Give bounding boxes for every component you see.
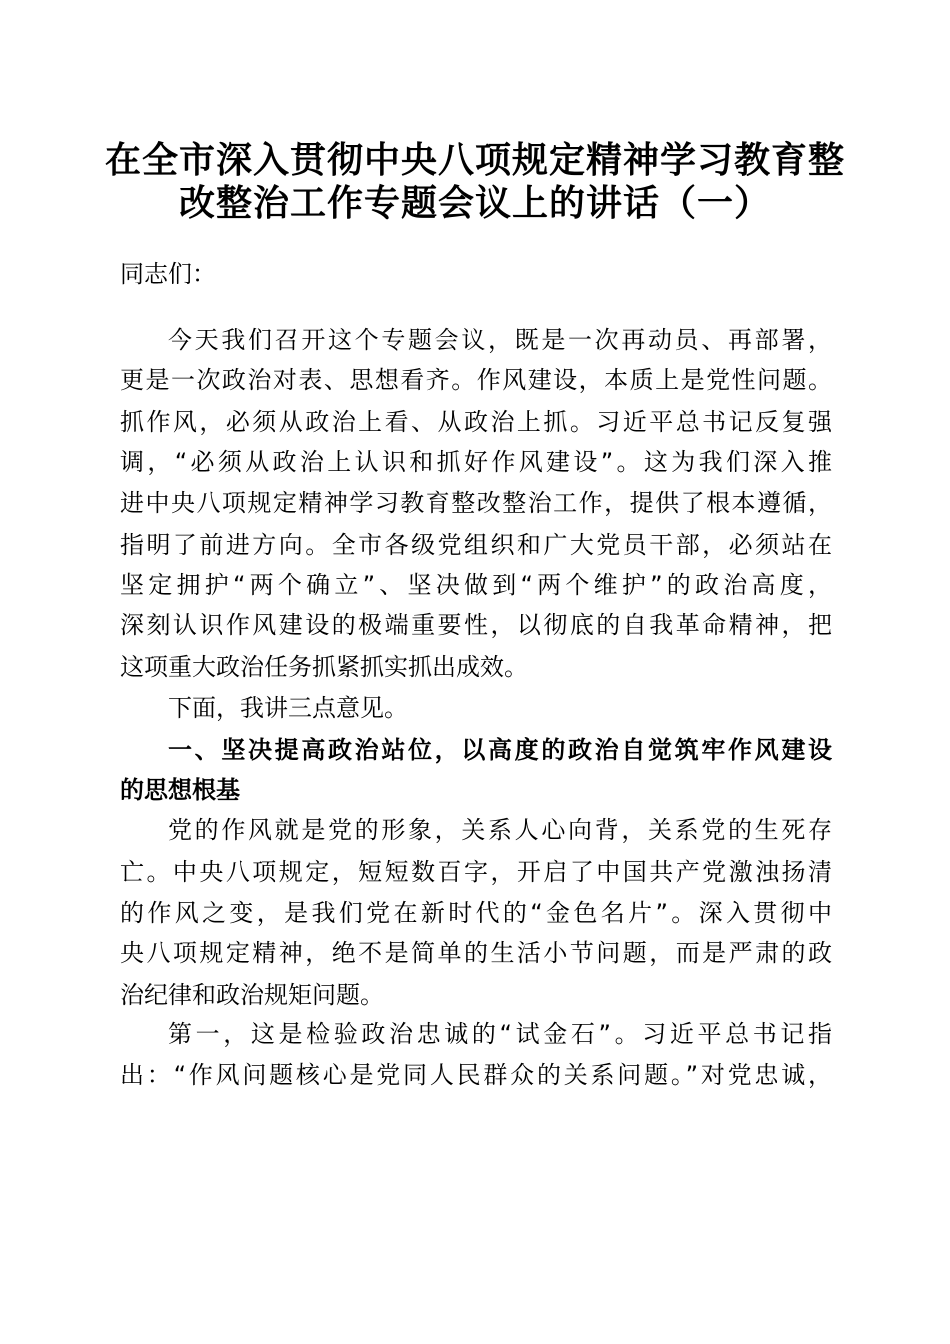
section-heading-1-line: 的思想根基 [120,776,240,804]
paragraph-1-line: 抓作风，必须从政治上看、从政治上抓。习近平总书记反复强 [120,408,832,436]
paragraph-1-line: 指明了前进方向。全市各级党组织和广大党员干部，必须站在 [120,531,832,559]
paragraph-3-line: 亡。中央八项规定，短短数百字，开启了中国共产党激浊扬清 [120,858,832,886]
paragraph-3-line: 治纪律和政治规矩问题。 [120,981,384,1009]
paragraph-1-line: 深刻认识作风建设的极端重要性，以彻底的自我革命精神，把 [120,611,832,639]
paragraph-1-line: 坚定拥护“两个确立”、坚决做到“两个维护”的政治高度， [120,571,832,599]
paragraph-4-line: 出：“作风问题核心是党同人民群众的关系问题。”对党忠诚， [120,1061,832,1089]
paragraph-1-line: 调，“必须从政治上认识和抓好作风建设”。这为我们深入推 [120,448,832,476]
paragraph-3-line: 央八项规定精神，绝不是简单的生活小节问题，而是严肃的政 [120,939,832,967]
paragraph-2: 下面，我讲三点意见。 [168,694,408,722]
paragraph-4-line: 第一，这是检验政治忠诚的“试金石”。习近平总书记指 [168,1020,832,1048]
paragraph-1-line: 今天我们召开这个专题会议，既是一次再动员、再部署， [168,326,832,354]
salutation: 同志们： [120,260,216,288]
paragraph-3-line: 党的作风就是党的形象，关系人心向背，关系党的生死存 [168,816,832,844]
paragraph-1-line: 进中央八项规定精神学习教育整改整治工作，提供了根本遵循， [120,489,832,517]
document-title-line-2: 改整治工作专题会议上的讲话（一） [178,182,771,224]
section-heading-1-line: 一、坚决提高政治站位，以高度的政治自觉筑牢作风建设 [168,736,832,764]
document-title-line-1: 在全市深入贯彻中央八项规定精神学习教育整 [104,139,845,181]
paragraph-1-line: 更是一次政治对表、思想看齐。作风建设，本质上是党性问题。 [120,366,832,394]
paragraph-3-line: 的作风之变，是我们党在新时代的“金色名片”。深入贯彻中 [120,899,832,927]
paragraph-1-line: 这项重大政治任务抓紧抓实抓出成效。 [120,653,528,681]
